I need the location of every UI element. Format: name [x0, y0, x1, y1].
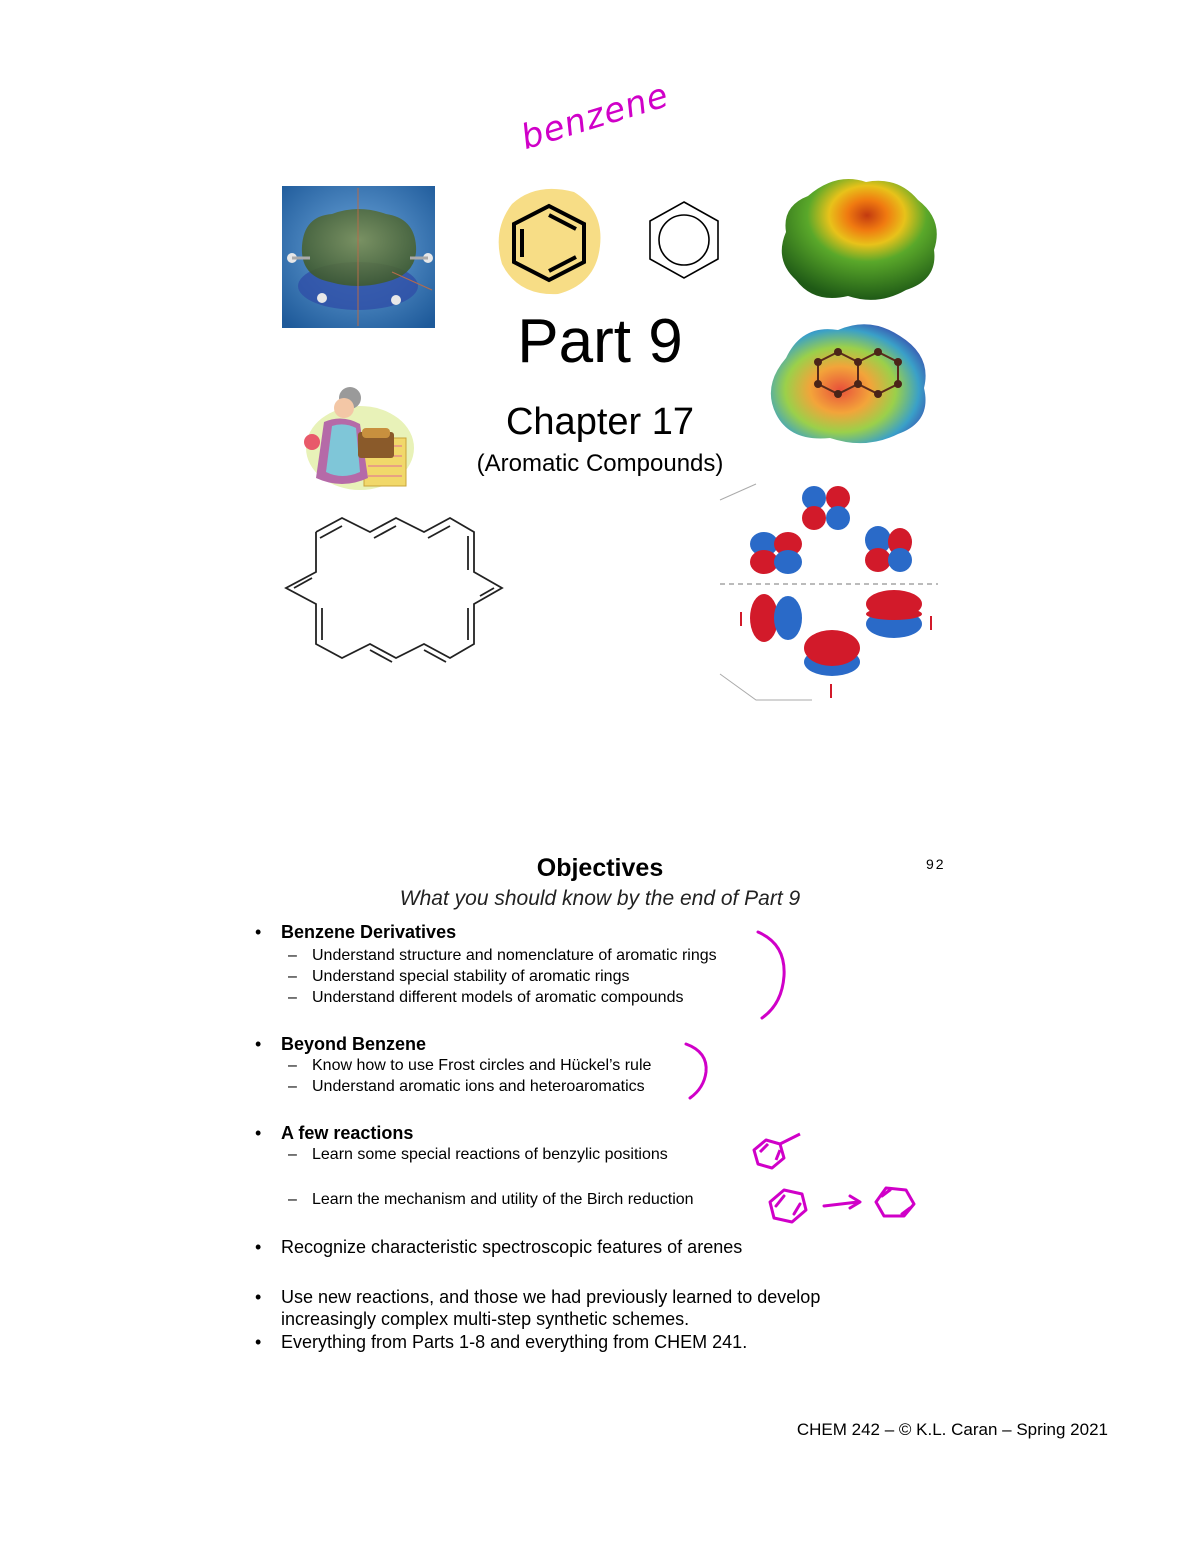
page-footer: CHEM 242 – © K.L. Caran – Spring 2021	[796, 1420, 1108, 1439]
bullet-marker: •	[255, 1123, 262, 1143]
handwritten-bracket-icon	[750, 928, 794, 1022]
electrostatic-potential-map-icon	[778, 176, 942, 302]
objective-synthesis-line1: Use new reactions, and those we had previously learned to develop	[281, 1287, 821, 1307]
list-item	[288, 1189, 694, 1210]
list-item	[288, 945, 717, 966]
list-item	[288, 987, 683, 1008]
annulene-ring-icon	[280, 512, 508, 676]
list-item-text: Understand special stability of aromatic rings	[312, 968, 630, 985]
handwritten-toluene-sketch-icon	[748, 1130, 806, 1176]
chapter-title: Chapter 17	[505, 401, 694, 443]
list-item-text: Learn some special reactions of benzylic positions	[312, 1146, 668, 1163]
dash-marker: –	[288, 1191, 297, 1208]
list-item	[288, 966, 629, 987]
dash-marker: –	[288, 1078, 297, 1095]
dash-marker: –	[288, 989, 297, 1006]
bullet-marker: •	[255, 1237, 262, 1257]
handwritten-bracket-icon	[682, 1040, 714, 1102]
section-heading-a-few-reactions: A few reactions	[281, 1123, 414, 1143]
grandma-baking-cartoon-icon	[298, 382, 416, 494]
list-item-text: Understand different models of aromatic compounds	[312, 989, 684, 1006]
list-item-text: Know how to use Frost circles and Hückel’s rule	[312, 1057, 652, 1074]
list-item-text: Learn the mechanism and utility of the Birch reduction	[312, 1191, 694, 1208]
objective-previous-parts: Everything from Parts 1-8 and everything from CHEM 241.	[281, 1332, 748, 1352]
dash-marker: –	[288, 968, 297, 985]
bullet-marker: •	[255, 1287, 262, 1307]
objective-spectroscopy: Recognize characteristic spectroscopic features of arenes	[281, 1237, 743, 1257]
part-title: Part 9	[517, 307, 683, 376]
bullet-marker: •	[255, 1034, 262, 1054]
list-item-text: Understand aromatic ions and heteroaromatics	[312, 1078, 645, 1095]
dash-marker: –	[288, 1057, 297, 1074]
benzene-kekule-structure-icon	[496, 184, 606, 298]
section-heading-benzene-derivatives: Benzene Derivatives	[281, 922, 457, 942]
dash-marker: –	[288, 1146, 297, 1163]
list-item	[288, 1144, 668, 1165]
bullet-marker: •	[255, 1332, 262, 1352]
handwritten-benzene-label: benzene	[516, 75, 674, 158]
objectives-title: Objectives	[536, 854, 664, 882]
list-item-text: Understand structure and nomenclature of aromatic rings	[312, 947, 717, 964]
page-number: 92	[926, 856, 946, 872]
objective-synthesis-line2: increasingly complex multi-step synthetic schemes.	[281, 1309, 690, 1329]
bullet-marker: •	[255, 922, 262, 942]
objectives-subtitle: What you should know by the end of Part 9	[399, 887, 801, 910]
list-item	[288, 1076, 645, 1097]
list-item	[288, 1055, 651, 1076]
section-heading-beyond-benzene: Beyond Benzene	[281, 1034, 427, 1054]
benzene-molecular-orbital-diagram-icon	[716, 478, 954, 702]
dash-marker: –	[288, 947, 297, 964]
handwritten-birch-reduction-sketch-icon	[764, 1180, 924, 1230]
chapter-subtitle: (Aromatic Compounds)	[476, 450, 724, 477]
benzene-circle-structure-icon	[646, 200, 722, 280]
